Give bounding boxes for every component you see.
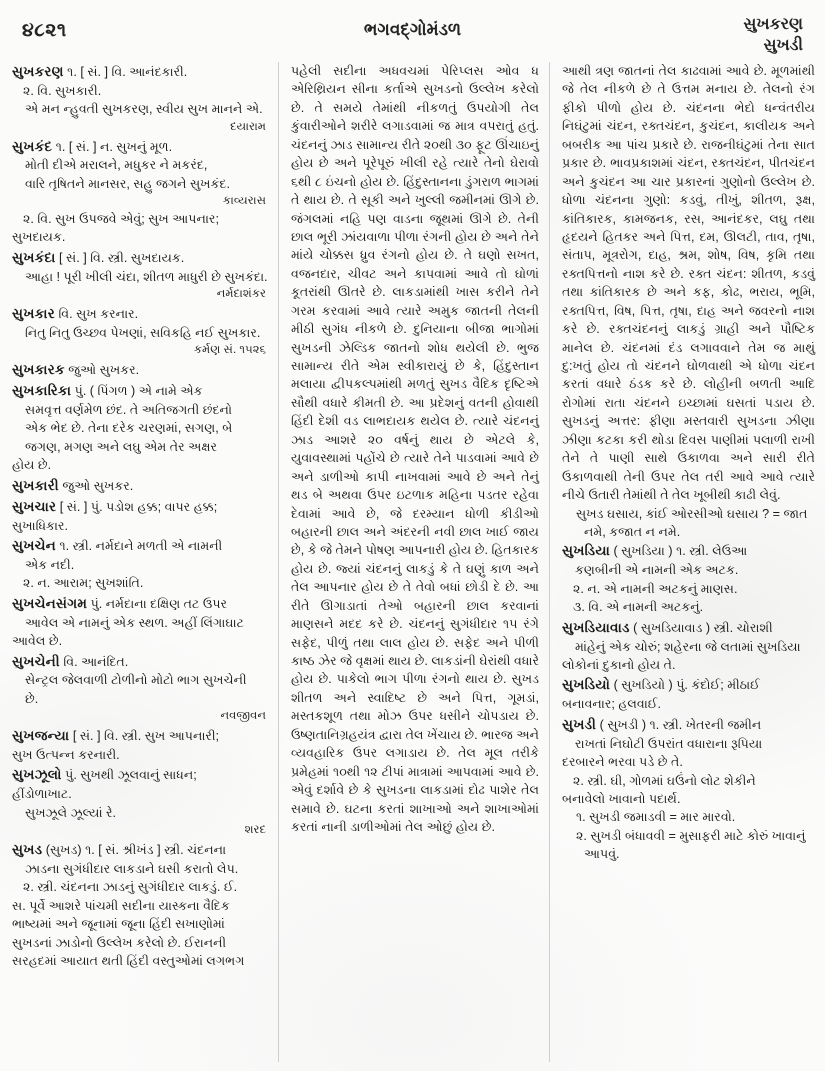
column-3 [550, 62, 825, 1062]
headword: સુખચેનસંગમ [12, 595, 88, 611]
entry-quote: વારિ તૃષિતને માનસર, સહુ જગને સુખકંદ. [25, 176, 230, 191]
entry-quote: સુખઝૂલે ઝૂલ્યાં રે. [25, 805, 117, 820]
entry-sense: પું. સુખથી ઝૂલવાનું સાધન; [65, 768, 197, 783]
running-head-last-word: સુખડી [763, 37, 803, 55]
entry-sense-cont: આવેલ એ નામનું એક સ્થળ. અહીં લિંગાઘાટ [25, 615, 244, 630]
dict-entry [12, 381, 268, 475]
entry-citation: શરદ [244, 823, 266, 837]
headword: સુખડી [562, 716, 597, 732]
dict-entry [12, 248, 268, 303]
entry-sense: પું. નર્મદાના દક્ષિણ તટ ઉપર [90, 596, 228, 611]
entry-sense-cont: એક ભેદ છે. તેના દરેક ચરણમાં, સગણ, બે [25, 421, 233, 436]
entry-sense: ૨. વિ. સુખ ઉપજવે એવું; સુખ આપનાર; [23, 211, 219, 226]
entry-citation: નર્મદાશંકર [216, 287, 266, 300]
headword: સુખડ [12, 842, 43, 857]
headword: સુખકાર [12, 305, 55, 321]
entry-sense: વિ. સુખ કરનાર. [58, 306, 139, 321]
entry-sense: ૨. સ્ત્રી. ઘી, ગોળમાં ઘઉંનો લોટ શેકીને [573, 773, 756, 788]
entry-sense: જુઓ સુખકર. [62, 478, 134, 493]
dict-entry [12, 594, 268, 651]
entry-citation: દયારામ [230, 119, 266, 133]
entry-sense: ૧. [ સં. ] ન. સુખનું મૂળ. [55, 139, 173, 154]
headword: સુખચેની [12, 653, 60, 669]
headword: સુખકંદા [12, 249, 56, 265]
entry-sense-cont: બનાવેલો ખાવાનો પદાર્થ. [562, 791, 681, 806]
entry-sense: ૧. [ સં. ] વિ. આનંદકારી. [67, 65, 188, 79]
headword: સુખઝૂલો [12, 767, 62, 783]
entry-sense-cont: ભાષ્યમાં અને જૂનામાં જૂના હિંદી સખાણોમાં [12, 917, 225, 932]
dict-entry [12, 765, 268, 839]
headword: સુખડિયાવાડ [562, 619, 630, 635]
column-1 [0, 62, 278, 1062]
entry-sense: ( સુખડી ) ૧. સ્ત્રી. ખેતરની જમીન [599, 717, 762, 732]
entry-sense-cont: ઝાડના સુગંધીદાર લાકડાને ઘસી કરાતો લેપ. [25, 861, 239, 876]
headword: સુખકરણ [12, 64, 64, 79]
running-text-paragraph: પહેલી સદીના અધવચમાં પેરિપ્લસ ઓવ ધ એરિથ્રિયન સીના કર્તાએ સુખડનો ઉલ્લેખ કરેલો છે. તે સમયે તેમાંથી નીકળતું ઉપયોગી તેલ કુંવારીઓને શરીરે લગાડવામાં જ માત્ર વપરાતું હતું. ચંદનનું ઝાડ સામાન્ય રીતે ૨૦થી ૩૦ ફૂટ ઊંચાઇનું હોય છે અને પૂરેપૂરું ખીલી રહે ત્યારે તેનો ઘેરાવો ૬થી ૮ ઇંચનો હોય છે. હિંદુસ્તાનના ડુંગરાળ ભાગમાં તે થાય છે. તે સૂકી અને ખુલ્લી જમીનમાં ઊગે છે. જંગલમાં નહિ પણ વાડના જૂથમાં ઊગે છે. તેની છાલ ભૂરી ઝાંયવાળા પીળા રંગની હોય છે અને તેને માંયે ચોક્કસ ધ્રુવ રંગનો હોય છે. તે ઘણો સખત, વજનદાર, ચીવટ અને કાપવામાં આવે તો ઘોળાં કૂતરાંથી ઊતરે છે. લાકડામાંથી ખાસ કરીને તેને ગરમ કરવામાં આવે ત્યારે અમુક જાતની તેલની મીઠી સુગંધ નીકળે છે. દુનિયાના બીજા ભાગોમાં સુખડની ઝેલ્ડિક જાતનો શોધ થયેલી છે. ભુજ સામાન્ય રીતે એમ સ્વીકારાયું છે કે, હિંદુસ્તાન મલાયા દ્વીપકલ્પમાંથી મળતું સુખડ વૈદિક દૃષ્ટિએ સૌથી વધારે કીમતી છે. આ પ્રદેશનું વતની હોવાથી હિંદી દેશી વડ લાભદાયક થયેલ છે. ત્યારે ચંદનનું ઝાડ આશરે ૨૦ વર્ષનું થાય છે એટલે કે, યુવાવસ્થામાં પહોંચે છે ત્યારે તેને પાડવામાં આવે છે અને ડાળીઓ કાપી નાખવામાં આવે છે અને તેનું થડ બે અથવા ઉપર ઇટળાક મહિના પડતર રહેવા દેવામાં આવે છે, જે દરમ્યાન ધોળી કીડીઓ બહારની છાલ અને અંદરની નવી છાલ ખાઈ જાય છે, કે જે તેમને પોષણ આપનારી હોય છે. હિતકારક હોય છે. જ્યાં ચંદનનું લાકડું કે તે ઘણું કાળ અને તેલ આપનાર હોય છે તે તેવો બધાં છોડી દે છે. આ રીતે ઊગાડાતાં તેઓ બહારની છાલ કરવાનાં માણસને મદદ કરે છે. ચંદનનું સુગંધીદાર ૧૫ રંગે સફેદ, પીળું તથા લાલ હોય છે. સફેદ અને પીળી કાષ્ઠ ઝેર જે વૃક્ષમાં થાય છે. લાકડાંની ઘેરાંથી વધારે હોય છે. પાકેલો ભાગ પીળા રંગનો થાય છે. સુખડ શીતળ અને સ્વાદિષ્ટ છે અને પિત્ત, ગૂમડાં, મસ્તકશૂળ તથા મોઝ ઉપર ધસીને ચોપડાય છે. ઉષ્ણતાનિગ્રહયંત્ર દ્વારા તેલ ખેંચાય છે. ભારજ અને વ્યવહારિક ઉપર લગાડાય છે. તેલ મૂલ તરીકે પ્રમેહમાં ૧૦થી ૧૨ ટીપાં માત્રામાં આપવામાં આવે છે. એવું દર્શાવે છે કે સુખડના લાકડામાં દોઢ પાશેર તેલ સમાવે છે. ઘટના કરતાં શાખાઓ અને શાખાઓમાં કરતાં નાની ડાળીઓમાં તેલ ઓછું હોય છે. [291, 64, 539, 834]
headword: સુખકારી [12, 477, 59, 493]
dict-entry [12, 137, 268, 247]
entry-idiom: સુખડ ઘસાય, કાંઈ ઓરસીઓ ઘસાય ? = જાત નમે, કજાત ન નમે. [576, 506, 808, 539]
entry-sense: [ સં. ] વિ. સ્ત્રી. સુખ આપનારી; [72, 729, 220, 744]
entry-sense: વિ. આનંદિત. [63, 654, 129, 669]
running-text-paragraph: આથી ત્રણ જાતનાં તેલ કાઢવામાં આવે છે. મૂળમાંથી જે તેલ નીકળે છે તે ઉત્તમ મનાય છે. તેલનો રંગ ફીકો પીળો હોય છે. ચંદનના ભેદો ધન્વંતરીય નિઘંટુમાં ચંદન, રક્તચંદન, કુચંદન, કાલીયક અને બબરીક આ પાંચ પ્રકારે છે. રાજનીઘંટુમાં તેના સાત પ્રકાર છે. ભાવપ્રકાશમાં ચંદન, રક્તચંદન, પીતચંદન અને કુચંદન આ ચાર પ્રકારનાં ગુણોનો ઉલ્લેખ છે. ધોળા ચંદનના ગુણો: કડવું, તીખું, શીતળ, રૂક્ષ, કાંતિકારક, કામજનક, રસ, આનંદકર, લઘુ તથા હૃદયને હિતકર અને પિત્ત, દમ, ઊલટી, તાવ, તૃષા, સંતાપ, મૂત્રરોગ, દાહ, શ્રમ, શોષ, વિષ, કૃમિ તથા રક્તપિત્તનો નાશ કરે છે. રક્ત ચંદન: શીતળ, કડવું તથા કાંતિકારક છે અને કફ, કોઢ, ભરાય, ભૂમિ, રક્તપિત્ત, વિષ, પિત્ત, તૃષા, દાહ અને જવરનો નાશ કરે છે. રક્તચંદનનું લાકડું ગ્રાહી અને પૌષ્ટિક માનેલ છે. ચંદનમાં દંડ લગાવવાને તેમ જ માથું દુ:ખતું હોય તો ચંદનને ઘોળવાથી એ ધોળા ચંદન કરતાં વધારે ઠંડક કરે છે. લોહીની બળતી આદિ રોગોમાં રાતા ચંદનને ઇચ્છામાં ઘસતાં પડાય છે. સુખડનું અત્તર: ફીણા મસ્તવારી સુખડના ઝીણા ઝીણા કટકા કરી થોડા દિવસ પાણીમાં પલાળી રાખી તેને તે પાણી સાથે ઉકાળવા અને સારી રીતે ઉકાળવાથી તેની ઉપર તેલ તરી આવે આવે ત્યારે નીચે ઉતારી તેમાંથી તે તેલ ખૂબીથી કાઢી લેવું. [562, 64, 815, 503]
entry-sense-cont: હીંડોળાખાટ. [12, 787, 72, 802]
dict-entry [12, 476, 268, 496]
dict-entry [12, 840, 268, 971]
entry-sense: ૩. વિ. એ નામની અટકનું. [573, 600, 704, 615]
entry-sense-cont: રાખતાં નિઘોટી ઉપરાંત વધારાના રૂપિયા [575, 736, 763, 751]
entry-sense: [ સં. ] પું. પડોશ હક્ક; વાપર હક્ક; [59, 499, 218, 514]
entry-sense: [ સં. ] વિ. સ્ત્રી. સુખદાયક. [59, 250, 185, 265]
entry-sense-cont: સુખડનાં ઝાડોનો ઉલ્લેખ કરેલો છે. ઈરાનની [12, 935, 227, 950]
entry-sense-cont: સમવૃત્ત વર્ણમેળ છંદ. તે અતિજગતી છંદનો [25, 402, 233, 417]
column-1-body [12, 62, 268, 971]
entry-citation: કર્મણ સં. ૧૫૨૬ [193, 343, 266, 357]
dict-entry [12, 62, 268, 136]
entry-sense-cont: જગણ, મગણ અને લઘુ એમ તેર અક્ષર [25, 439, 218, 454]
columns-container [0, 62, 825, 1062]
dict-entry [562, 675, 815, 713]
dict-entry [12, 304, 268, 359]
headword: સુખજન્યા [12, 728, 70, 744]
entry-sense: ૨. ન. આરામ; સુખશાંતિ. [23, 576, 144, 591]
entry-sense-cont: સરહદમાં આયાત થતી હિંદી વસ્તુઓમાં લગભગ [12, 954, 245, 969]
entry-quote: સેન્ટ્રલ જેલવાળી ટોળીનો મોટો ભાગ સુખચેની [25, 673, 247, 688]
entry-sense: ૧. સ્ત્રી. નર્મદાને મળતી એ નામની [59, 538, 223, 553]
entry-idiom: ૧. સુખડી જમાડવી = માર મારવો. [576, 810, 736, 825]
entry-sense: ( સુખડિયો ) પું. કંદોઈ; મીઠાઈ [613, 678, 760, 693]
page-number: ૪૮૨૧ [22, 20, 67, 41]
entry-sense-cont: હોય છે. [12, 458, 52, 473]
entry-sense: ૨. સ્ત્રી. ચંદનના ઝાડનું સુગંધીદાર લાકડું. ઈ. [23, 880, 238, 895]
page-header [0, 0, 825, 62]
entry-citation: નવજીવન [220, 709, 266, 723]
entry-sense-cont: બનાવનાર; હલવાઈ. [562, 697, 662, 712]
column-3-body [562, 62, 815, 864]
headword: સુખકારક [12, 362, 65, 378]
entry-sense: ( સુખડિયાવાડ ) સ્ત્રી. ચોરાશી [633, 620, 773, 635]
entry-quote-cont: છે. [25, 691, 39, 706]
entry-sense: ૨. ન. એ નામની અટકનું માણસ. [573, 581, 738, 596]
headword: સુખકારિકા [12, 383, 72, 399]
entry-sense: પું. ( પિંગળ ) એ નામે એક [74, 384, 203, 399]
column-2 [278, 62, 550, 1062]
entry-sense-cont: લોકોનાં દુકાનો હોય તે. [562, 657, 676, 672]
entry-sense-cont: દરબારને ભરવા પડે છે તે. [562, 755, 683, 770]
column-2-body [291, 62, 539, 836]
dict-entry [12, 652, 268, 726]
headword: સુખચાર [12, 498, 57, 514]
dict-entry [562, 541, 815, 616]
headword: સુખકંદ [12, 138, 53, 154]
dict-entry [562, 715, 815, 864]
dict-entry [562, 618, 815, 675]
dict-entry [12, 360, 268, 380]
entry-quote: મોતી દીએ મરાલને, મધુકર ને મકરંદ, [25, 158, 208, 173]
entry-sense-cont: કણબીની એ નામની એક અટક. [575, 563, 739, 578]
entry-quote: નિતુ નિતુ ઉચ્છવ પેખણાં, સવિકહિ નઈ સુખકાર. [25, 325, 261, 340]
book-title: ભગવદ્ગોમંડળ [363, 20, 462, 39]
dict-entry [12, 497, 268, 535]
entry-sense-cont: સ. પૂર્વે આશરે પાંચમી સદીના યાસ્કના વૈદિક [12, 898, 230, 913]
entry-sense-cont: માંહેનું એક ચોરું; શહેરના જે લતામાં સુખડિયા [575, 639, 801, 654]
entry-sense: જુઓ સુખકર. [68, 363, 140, 378]
headword: સુખડિયા [562, 543, 610, 559]
entry-quote: એ મન ન્હુવતી સુખકરણ, સ્વીય સુખ માનને એ. [25, 102, 263, 117]
entry-sense-cont: એક નદી. [25, 557, 75, 572]
entry-sense: ( સુખડિયા ) ૧. સ્ત્રી. લેઉઆ [613, 544, 748, 559]
entry-sense-cont: આવેલ છે. [12, 634, 63, 649]
dict-entry [12, 536, 268, 593]
headword: સુખડિયો [562, 677, 611, 693]
running-head-first-word: સુખકરણ [743, 16, 803, 33]
dict-entry [12, 726, 268, 764]
running-head [743, 14, 803, 56]
headword: સુખચેન [12, 537, 56, 553]
entry-sense-cont: સુખદાયક. [12, 230, 66, 245]
entry-idiom: ૨. સુખડી બંધાવવી = મુસાફરી માટે કોરું ખાવાનું આપવું. [576, 828, 806, 862]
entry-citation: કાવ્યરાસ [222, 193, 266, 207]
entry-quote: આહા ! પૂરી ખીલી ચંદા, શીતળ માધુરી છે સુખકંદા. [25, 269, 268, 284]
entry-sense-cont: સુખ ઉત્પન્ન કરનારી. [12, 747, 120, 762]
entry-sense: (સુખડ) ૧. [ સં. શ્રીખંડ ] સ્ત્રી. ચંદનના [45, 843, 227, 857]
entry-sense-cont: સુખાધિકાર. [12, 518, 69, 533]
entry-sense: ૨. વિ. સુખકારી. [23, 83, 102, 98]
